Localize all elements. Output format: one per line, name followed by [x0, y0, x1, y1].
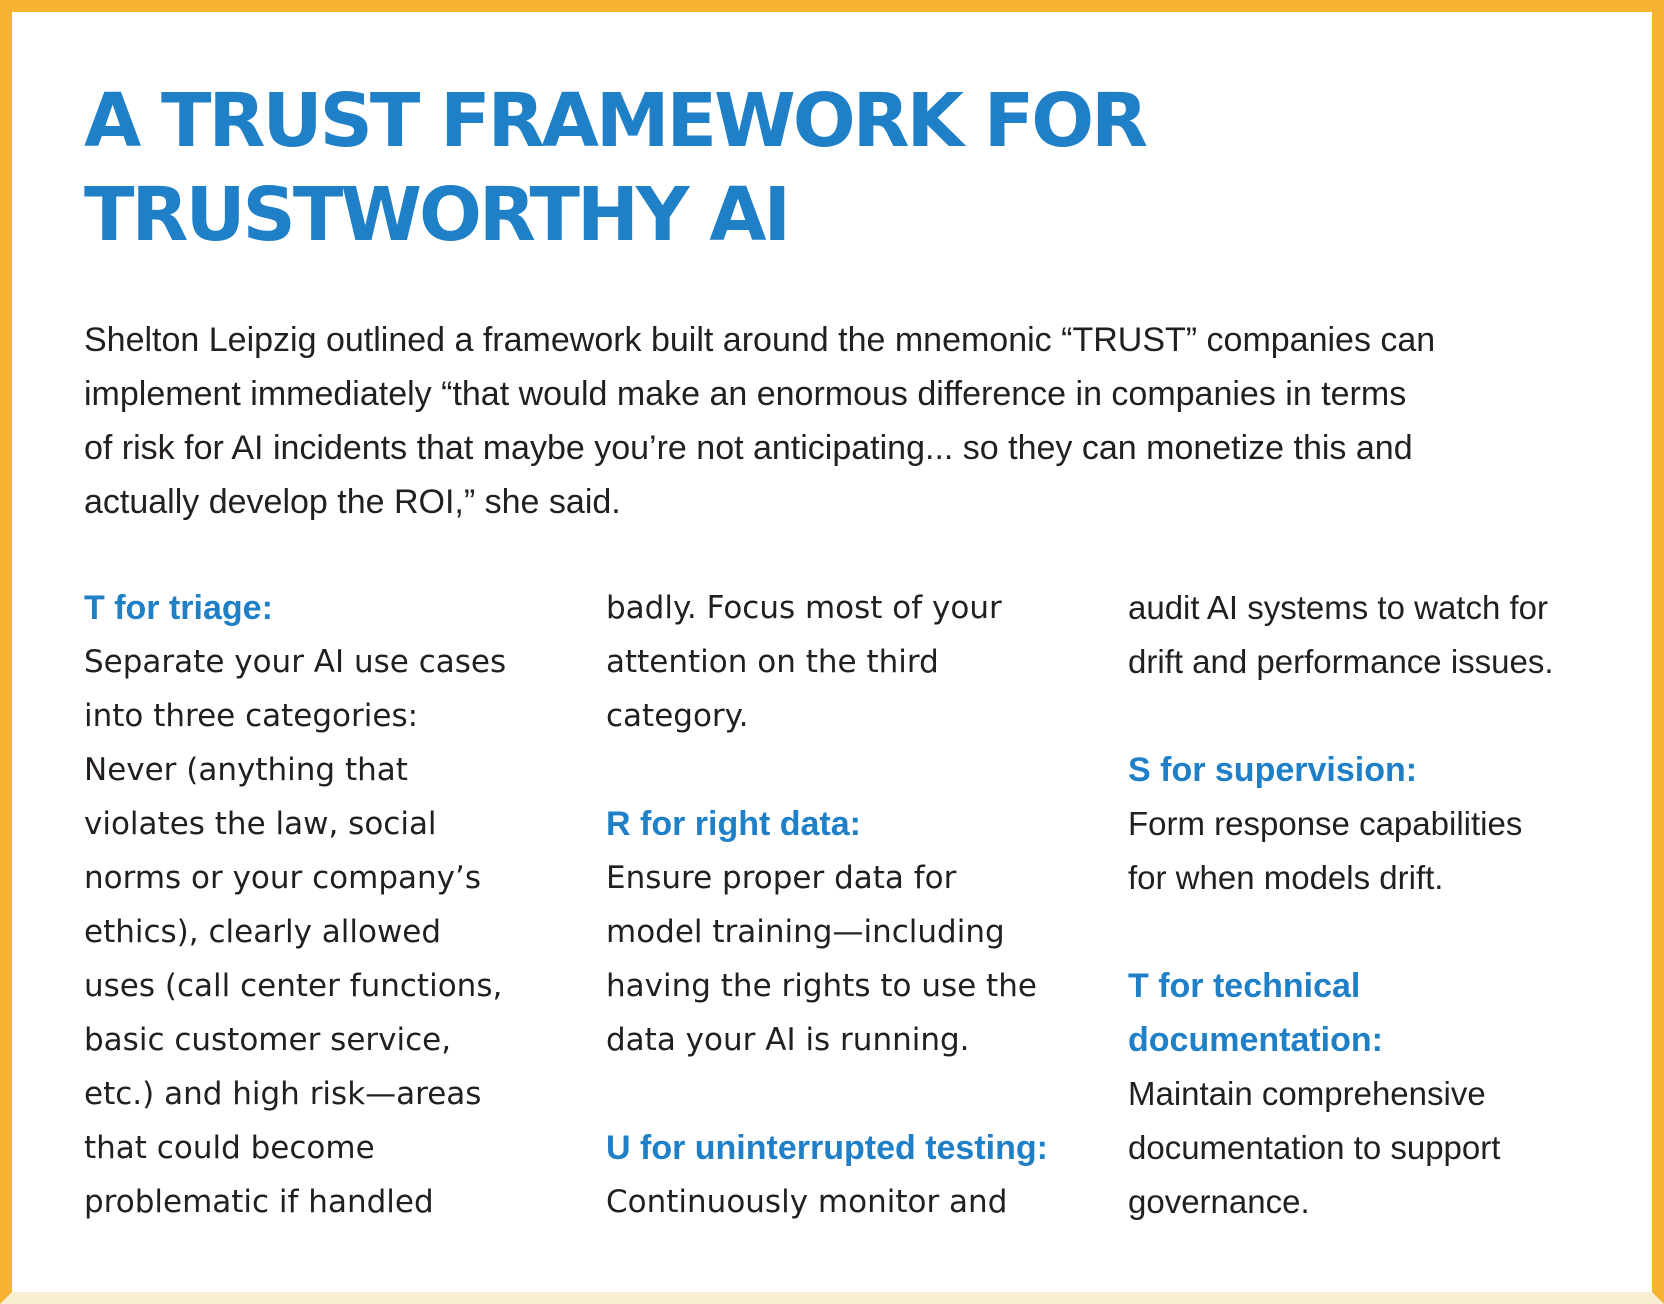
- triage-text-line: uses (call center functions,: [84, 968, 503, 1004]
- spacer: [1128, 905, 1618, 959]
- right-data-text-line: having the rights to use the: [606, 968, 1037, 1004]
- triage-text-line: badly. Focus most of your: [606, 590, 1002, 626]
- technical-docs-text-line: governance.: [1128, 1183, 1310, 1220]
- right-data-text-line: data your AI is running.: [606, 1022, 970, 1058]
- intro-line: Shelton Leipzig outlined a framework built around the mnemonic “TRUST” companies can: [84, 321, 1436, 359]
- supervision-heading: S for supervision:: [1128, 751, 1418, 789]
- triage-text-line: norms or your company’s: [84, 860, 482, 896]
- triage-text-line: attention on the third: [606, 644, 939, 680]
- intro-line: of risk for AI incidents that maybe you’re not anticipating... so they can monetize this and: [84, 429, 1413, 467]
- column-1: [84, 581, 574, 1229]
- right-data-text-line: model training—including: [606, 914, 1005, 950]
- triage-text-line: problematic if handled: [84, 1184, 434, 1220]
- right-data-text-line: Ensure proper data for: [606, 860, 957, 896]
- triage-text-line: category.: [606, 698, 749, 734]
- spacer: [606, 743, 1096, 797]
- testing-text-line: audit AI systems to watch for: [1128, 589, 1549, 626]
- intro-paragraph: [84, 313, 1504, 529]
- triage-text-line: basic customer service,: [84, 1022, 452, 1058]
- technical-docs-heading: documentation:: [1128, 1021, 1383, 1059]
- technical-docs-text-line: documentation to support: [1128, 1129, 1501, 1166]
- title-line: TRUSTWORTHY AI: [84, 172, 789, 258]
- supervision-text-line: Form response capabilities: [1128, 805, 1523, 842]
- spacer: [1128, 689, 1618, 743]
- spacer: [606, 1067, 1096, 1121]
- testing-heading: U for uninterrupted testing:: [606, 1129, 1048, 1167]
- technical-docs-heading: T for technical: [1128, 967, 1361, 1005]
- column-3: [1128, 581, 1618, 1229]
- triage-text-line: that could become: [84, 1130, 375, 1166]
- intro-line: implement immediately “that would make an enormous difference in companies in terms: [84, 375, 1407, 413]
- triage-text-line: Separate your AI use cases: [84, 644, 507, 680]
- right-data-heading: R for right data:: [606, 805, 861, 843]
- triage-text-line: ethics), clearly allowed: [84, 914, 442, 950]
- triage-text-line: into three categories:: [84, 698, 419, 734]
- technical-docs-text-line: Maintain comprehensive: [1128, 1075, 1486, 1112]
- supervision-text-line: for when models drift.: [1128, 859, 1444, 896]
- triage-text-line: violates the law, social: [84, 806, 437, 842]
- title-line: A TRUST FRAMEWORK FOR: [84, 78, 1146, 164]
- intro-line: actually develop the ROI,” she said.: [84, 483, 621, 521]
- triage-text-line: Never (anything that: [84, 752, 408, 788]
- column-2: [606, 581, 1096, 1229]
- sidebar-title: [84, 74, 1145, 262]
- testing-text-line: drift and performance issues.: [1128, 643, 1554, 680]
- testing-text-line: Continuously monitor and: [606, 1184, 1008, 1220]
- triage-heading: T for triage:: [84, 589, 273, 627]
- triage-text-line: etc.) and high risk—areas: [84, 1076, 482, 1112]
